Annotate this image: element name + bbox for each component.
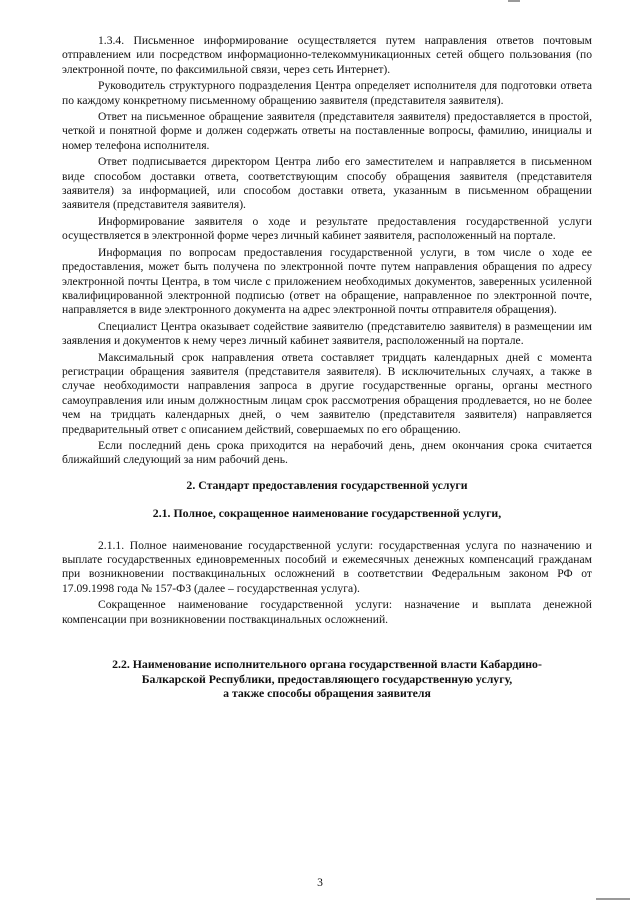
section-2-2-heading-line-1: 2.2. Наименование исполнительного органа государственной власти Кабардино- xyxy=(112,657,542,672)
paragraph-informing: Информирование заявителя о ходе и результате предоставления государственной услуги осуществляется в электронной форме через личный кабинет заявителя, расположенный на портале. xyxy=(62,214,592,243)
section-2-2-heading-line-3: а также способы обращения заявителя xyxy=(223,686,431,701)
scan-artifact-top xyxy=(508,0,520,2)
page-number: 3 xyxy=(317,876,323,889)
section-2-2-heading-line-2: Балкарской Республики, предоставляющего государственную услугу, xyxy=(141,671,513,686)
paragraph-2-1-1: 2.1.1. Полное наименование государственной услуги: государственная услуга по назначению и выплате государственных единовременных пособий и ежемесячных денежных компенсаций гражданам при возникновении поствакцинальных осложнений в соответствии Федеральным законом РФ от 17.09.1998 года № 157-ФЗ (далее – государственная услуга). xyxy=(62,538,592,595)
section-2-heading: 2. Стандарт предоставления государственной услуги xyxy=(186,477,468,492)
paragraph-answer-signature: Ответ подписывается директором Центра либо его заместителем и направляется в письменном виде способом доставки ответа, соответствующим способу обращения заявителя (представителя заявителя) за информацией, или способом доставки ответа, указанным в письменном обращении заявителя (представителя заявителя). xyxy=(62,155,592,212)
scan-artifact-bottom xyxy=(596,898,630,900)
paragraph-email-info: Информация по вопросам предоставления государственной услуги, в том числе о ходе ее предоставления, может быть получена по электронной почте путем направления обращения по адресу электронной почты Центра, в том числе с приложением необходимых документов, заверенных усиленной квалифицированной электронной подписью (ответ на обращение, направленное по электронной почте, направляется в виде электронного документа на адрес электронной почты отправителя обращения). xyxy=(62,245,592,317)
section-2-2-heading xyxy=(62,657,592,701)
paragraph-executor: Руководитель структурного подразделения Центра определяет исполнителя для подготовки ответа по каждому конкретному письменному обращению заявителя (представителя заявителя). xyxy=(62,79,592,107)
paragraph-max-term: Максимальный срок направления ответа составляет тридцать календарных дней с момента регистрации обращения заявителя (представителя заявителя). В исключительных случаях, а также в случае необходимости направления запроса в другие государственные органы, органы местного самоуправления или иным должностным лицам срок рассмотрения обращения продлевается, но не более чем на тридцать календарных дней, о чем заявителю (представителя заявителя) направляется предварительный ответ с описанием действий, совершаемых по его обращению. xyxy=(62,350,592,436)
paragraph-short-name: Сокращенное наименование государственной услуги: назначение и выплата денежной компенсации при возникновении поствакцинальных осложнений. xyxy=(62,598,592,626)
paragraph-answer-form: Ответ на письменное обращение заявителя (представителя заявителя) предоставляется в простой, четкой и понятной форме и должен содержать ответы на поставленные вопросы, фамилию, инициалы и номер телефона исполнителя. xyxy=(62,110,592,152)
paragraph-1-3-4: 1.3.4. Письменное информирование осуществляется путем направления ответов почтовым отправлением или посредством информационно-телекоммуникационных сетей общего пользования (по электронной почте, по факсимильной связи, через сеть Интернет). xyxy=(62,34,592,76)
document-body xyxy=(62,34,592,701)
section-2-1-heading: 2.1. Полное, сокращенное наименование государственной услуги, xyxy=(152,506,502,521)
paragraph-specialist: Специалист Центра оказывает содействие заявителю (представителю заявителя) в размещении им заявления и документов к нему через личный кабинет заявителя, расположенный на портале. xyxy=(62,319,592,348)
paragraph-last-day: Если последний день срока приходится на нерабочий день, днем окончания срока считается ближайший следующий за ним рабочий день. xyxy=(62,438,592,467)
